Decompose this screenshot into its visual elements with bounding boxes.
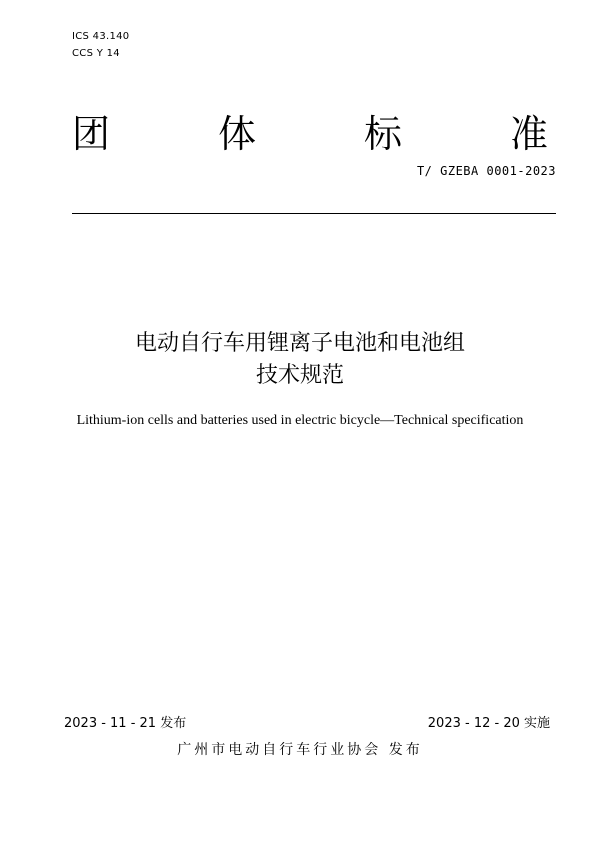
standard-type-char-4: 准 <box>510 112 549 156</box>
ics-code: ICS 43.140 <box>72 31 130 42</box>
publisher: 广州市电动自行车行业协会 发布 <box>177 742 423 758</box>
standard-type-char-2: 体 <box>218 112 257 156</box>
standard-type-char-3: 标 <box>364 112 403 156</box>
standard-number: T/ GZEBA 0001-2023 <box>416 164 556 178</box>
implement-date: 2023 - 12 - 20 实施 <box>427 716 550 731</box>
title-en: Lithium-ion cells and batteries used in electric bicycle—Technical specification <box>76 413 524 428</box>
title-cn-line-1: 电动自行车用锂离子电池和电池组 <box>134 331 465 356</box>
publish-date: 2023 - 11 - 21 发布 <box>64 716 187 731</box>
ccs-code: CCS Y 14 <box>72 48 120 59</box>
standard-type-char-1: 团 <box>72 112 111 156</box>
title-cn-line-2: 技术规范 <box>255 363 344 388</box>
header-divider <box>72 213 556 214</box>
